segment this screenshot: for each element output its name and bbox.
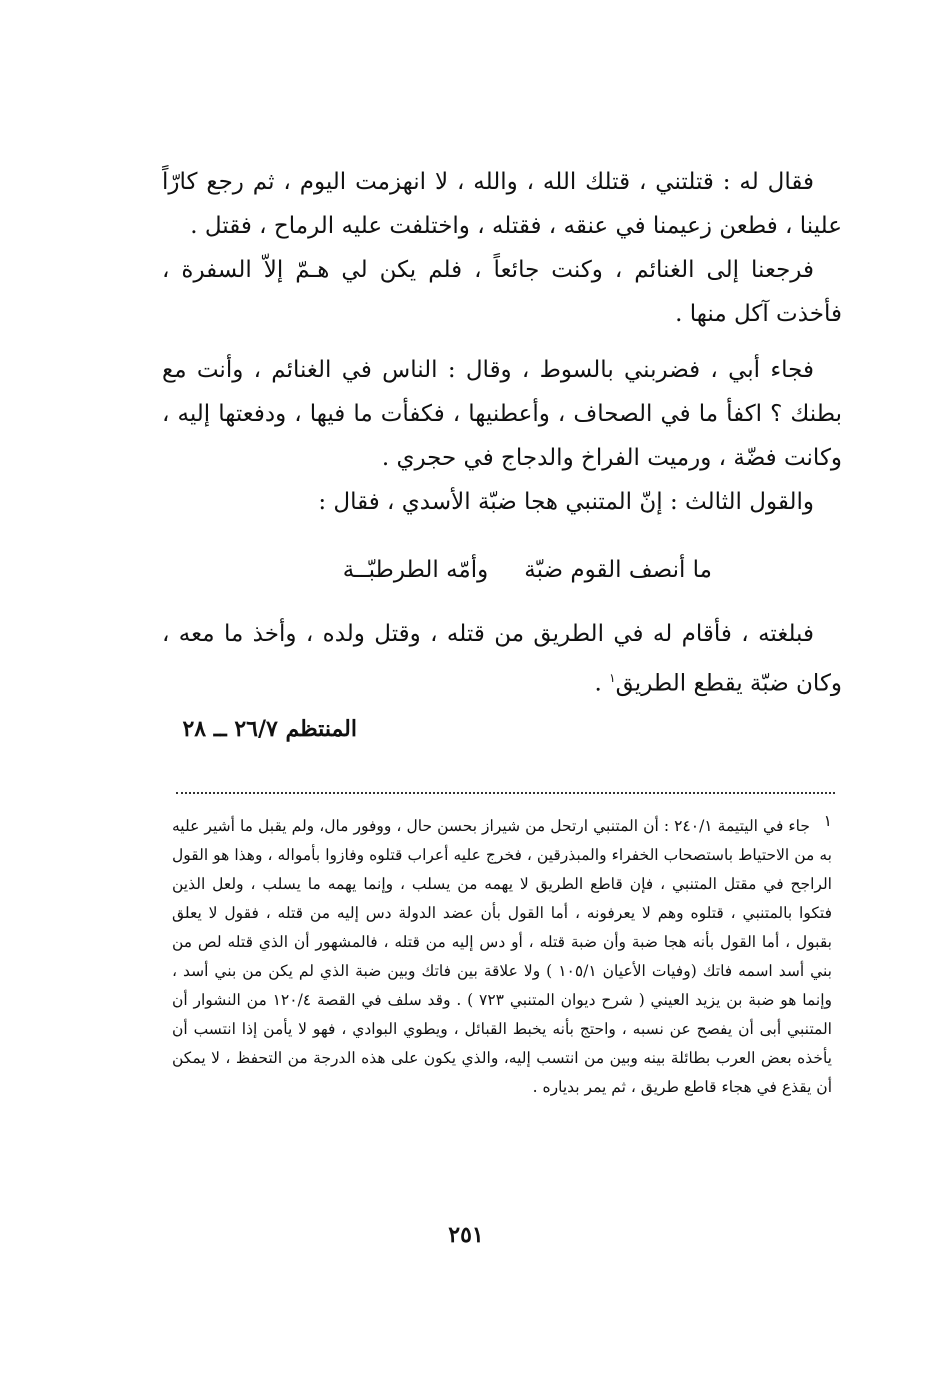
footnote: [172, 812, 832, 1102]
paragraph-1: فقال له : قتلتني ، قتلك الله ، والله ، لا انهزمت اليوم ، ثم رجع كارّاً علينا ، فطعن زعيمنا في عنقه ، فقتله ، واختلفت عليه الرماح ، فقتل .: [162, 169, 842, 239]
footnote-text: جاء في اليتيمة ٢٤٠/١ : أن المتنبي ارتحل من شيراز بحسن حال ، ووفور مال، ولم يقبل ما أشير عليه به من الاحتياط باستصحاب الخفراء والمبذرقين ، فخرج عليه أعراب قتلوه وفازوا بأمواله ، وهذا هو القول الراجح في مقتل المتنبي ، فإن قاطع الطريق لا يهمه من يسلب ، وإنما يهمه ما يسلب ، ولعل الذين فتكوا بالمتنبي ، قتلوه وهم لا يعرفونه ، أما القول بأن عضد الدولة دس إليه من قتله ، فقول لا يعلق بقبول ، أما القول بأنه هجا ضبة وأن ضبة قتله ، أو دس إليه من قتله ، فالمشهور أن الذي قتله لص من بني أسد اسمه فاتك (وفيات الأعيان ١٠٥/١ ) ولا علاقة بين فاتك وبين ضبة الذي لم يكن من بني أسد ، وإنما هو ضبة بن يزيد العيني ( شرح ديوان المتنبي ٧٢٣ ) . وقد سلف في القصة ١٢٠/٤ من النشوار أن المتنبي أبى أن يفصح عن نسبه ، واحتج بأنه يخبط القبائل ، ويطوي البوادي ، فهو لا يأمن إذا انتسب أن يأخذه بعض العرب بطائلة بينه وبين من انتسب إليه، والذي يكون على هذه الدرجة من التحفظ ، لا يمكن أن يقذع في هجاء قاطع طريق ، ثم يمر بدياره .: [172, 817, 833, 1096]
footnote-marker: ١: [609, 671, 616, 685]
footnote-divider: [176, 792, 835, 794]
verse-hemistich-1: ما أنصف القوم ضبّة: [524, 557, 712, 583]
paragraph-2: فرجعنا إلى الغنائم ، وكنت جائعاً ، فلم يكن لي هـمّ إلاّ السفرة ، فأخذت آكل منها .: [162, 257, 842, 327]
footnote-number: ١: [823, 812, 832, 830]
verse-hemistich-2: وأمّه الطرطبّــة: [342, 557, 489, 583]
closing-end: .: [594, 670, 610, 697]
page-number: ٢٥١: [448, 1222, 484, 1248]
verse-line: [162, 548, 842, 592]
main-text: [162, 160, 842, 706]
paragraph-3: فجاء أبي ، فضربني بالسوط ، وقال : الناس في الغنائم ، وأنت مع بطنك ؟ اكفأ ما في الصحاف ، وأعطنيها ، فكفأت ما فيها ، ودفعتها إليه ، وكانت فضّة ، ورميت الفراخ والدجاج في حجري .: [162, 357, 842, 471]
paragraph-4: والقول الثالث : إنّ المتنبي هجا ضبّة الأسدي ، فقال :: [318, 489, 814, 515]
closing-paragraph: [162, 612, 842, 706]
closing-text: فبلغته ، فأقام له في الطريق من قتله ، وقتل ولده ، وأخذ ما معه ، وكان ضبّة يقطع الطريق: [162, 621, 842, 697]
source-reference: المنتظم ٢٦/٧ ــ ٢٨: [182, 716, 357, 742]
